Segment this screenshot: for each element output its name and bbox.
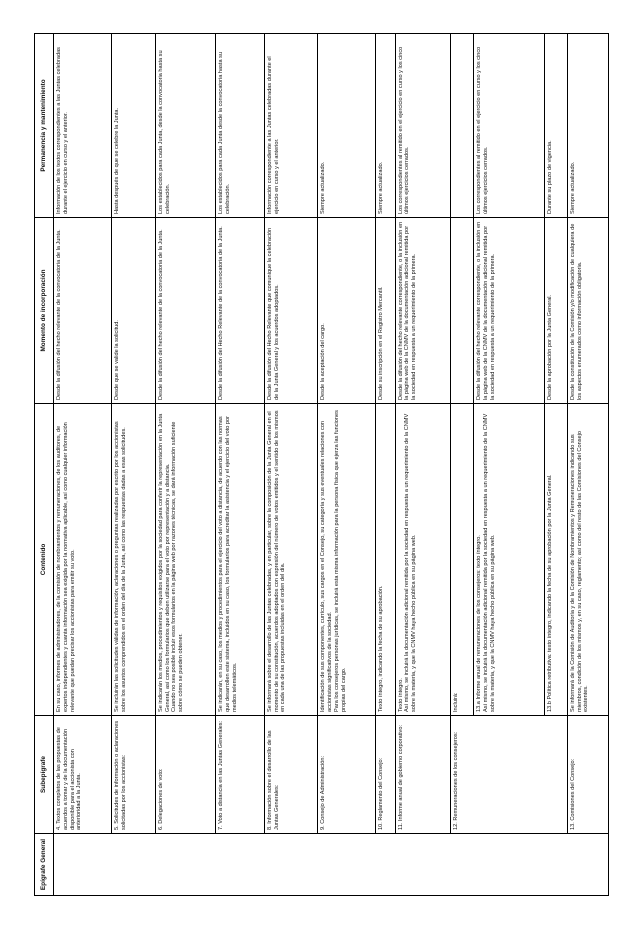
momento-cell: Desde la difusión del hecho relevante de la convocatoria de la Junta. [54, 218, 112, 404]
table-row [264, 34, 317, 896]
momento-cell: Desde la aceptación del cargo. [318, 218, 376, 404]
table-row [112, 34, 156, 896]
permanencia-13a: Los correspondientes al remitido en el ejercicio en curso y los cinco últimos ejercicios cerrados. [473, 34, 543, 217]
permanencia-cell: Hasta después de que se celebre la Junta. [112, 34, 156, 218]
permanencia-cell: Los establecidos para cada Junta, desde la convocatoria hasta su celebración. [155, 34, 216, 218]
header-epigrafe-general: Epígrafe General [35, 834, 54, 896]
subepigrafe-cell: 8. Información sobre el desarrollo de las Juntas Generales: [264, 716, 317, 834]
table-row [376, 34, 395, 896]
permanencia-blank [451, 34, 473, 217]
momento-cell [451, 218, 567, 404]
contenido-text: Se indicarán los medios, procedimientos y requisitos exigidos por la sociedad para conferir la representación en la Junta General, así como los formularios que deben utilizarse para el voto por representación y a distancia. Cuando no sea posible incluir esos formularios en la página web por razones técnicas, se dará información suficiente sobre cómo se pueden obtener. [157, 413, 185, 712]
subepigrafe-cell: 11. Informe anual de gobierno corporativo: [395, 716, 451, 834]
momento-cell: Desde que se valide la solicitud. [112, 218, 156, 404]
momento-cell: Desde la difusión del hecho relevante correspondiente, o la inclusión en la página web de la CNMV de la documentación adicional remitida por la sociedad en respuesta a un requerimiento de la primera. [395, 218, 451, 404]
contenido-text: Identificación de sus componentes, currículo, sus cargos en el Consejo, su categoría y sus eventuales relaciones con accionistas significativos de la sociedad. Para los consejeros personas jurídicas, se incluirá esta misma información para la persona física que ejerza las funciones propias del cargo. [320, 410, 347, 712]
contenido-cell: En su caso, informes de administradores, de la comisión de nombramientos y remuneraciones, de los auditores, de expertos independientes y cuanta información sea exigida por la normativa aplicable, así como cualquier información relevante que puedan precisar los accionistas para emitir su voto. [54, 404, 112, 716]
table-header-row [35, 34, 54, 896]
permanencia-cell: Siempre actualizado. [567, 34, 608, 218]
momento-cell: Desde la difusión del Hecho Relevante que comunique la celebración de la Junta General y los acuerdos adoptados. [264, 218, 317, 404]
permanencia-cell: Los correspondientes al remitido en el ejercicio en curso y los cinco últimos ejercicios cerrados. [395, 34, 451, 218]
contenido-cell: Se informará sobre el desarrollo de las Juntas celebradas, y en particular, sobre la composición de la Junta General en el momento de su constitución, acuerdos adoptados con expresión del número de votos emitidos y el sentido de los mismos en cada una de las propuestas incluidas en el orden del día. [264, 404, 317, 716]
subepigrafe-cell: 12. Remuneraciones de los consejeros: [451, 716, 567, 834]
table-row [54, 34, 112, 896]
momento-cell: Desde la constitución de la Comisión y/o modificación de cualquiera de los aspectos enumerados como información obligatoria. [567, 218, 608, 404]
contenido-cell [395, 404, 451, 716]
contenido-cell [318, 404, 376, 716]
contenido-cell [155, 404, 216, 716]
subepigrafe-cell: 5. Solicitudes de información o aclaraciones solicitadas por los accionistas: [112, 716, 156, 834]
contenido-13a: 13.a Informe anual de remuneraciones de los consejeros: texto íntegro. Así mismo, se incluirá la documentación adicional remitida por la sociedad en respuesta a un requerimiento de la CNMV sobre la materia, y que la CNMV haya hecho pública en su página web. [473, 404, 543, 715]
header-contenido: Contenido [35, 404, 54, 716]
momento-cell: Desde la difusión del Hecho Relevante de la convocatoria de la Junta. [216, 218, 264, 404]
subepigrafe-cell: 13. Comisiones del Consejo: [567, 716, 608, 834]
permanencia-cell: Información de los textos correspondientes a las Juntas celebradas durante el ejercicio en curso y el anterior. [54, 34, 112, 218]
contenido-cell [451, 404, 567, 716]
subepigrafe-cell: 4. Textos completos de las propuestas de acuerdos a tomar y de la documentación disponible para el accionista con anterioridad a la Junta. [54, 716, 112, 834]
permanencia-cell: Siempre actualizado. [376, 34, 395, 218]
subepigrafe-cell: 7. Voto a distancia en las Juntas Generales: [216, 716, 264, 834]
contenido-cell: Se indicarán, en su caso, los medios y procedimientos para el ejercicio del voto a distancia, de acuerdo con las normas que desarrollen este sistema, incluidos en su caso, los formularios para acreditar la asistencia y el ejercicio del voto por medios telemáticos. [216, 404, 264, 716]
contenido-intro: Incluirá: [453, 692, 460, 712]
header-subepigrafe: Subepígrafe [35, 716, 54, 834]
table-row [216, 34, 264, 896]
permanencia-cell: Siempre actualizado. [318, 34, 376, 218]
contenido-13b: 13.b Política retributiva: texto íntegro, indicando la fecha de su aprobación por la Junta General. [544, 404, 567, 715]
rotated-document-page [34, 34, 609, 896]
contenido-text: Texto íntegro. Así mismo, se incluirá la documentación adicional remitida por la sociedad en respuesta a un requerimiento de la CNMV sobre la materia, y que la CNMV haya hecho pública en su página web. [397, 413, 418, 712]
contenido-cell: Texto íntegro, indicando la fecha de su aprobación. [376, 404, 395, 716]
table-row [395, 34, 451, 896]
table-row [318, 34, 376, 896]
subepigrafe-cell: 9. Consejo de Administración: [318, 716, 376, 834]
permanencia-cell: Los establecidos para cada Junta desde la convocatoria hasta su celebración. [216, 34, 264, 218]
permanencia-cell: Información correspondiente a las Juntas celebradas durante el ejercicio en curso y el anterior. [264, 34, 317, 218]
momento-13b: Desde la aprobación por la Junta General. [544, 218, 567, 403]
momento-13a: Desde la difusión del hecho relevante correspondiente, o la inclusión en la página web de la CNMV de la documentación adicional remitida por la sociedad en respuesta a un requerimiento de la primera. [473, 218, 543, 403]
permanencia-cell [451, 34, 567, 218]
permanencia-13b: Durante su plazo de vigencia. [544, 34, 567, 217]
contenido-cell: Se informará de la Comisión de Auditoría y de la Comisión de Nombramientos y Remuneraciones indicando sus miembros, condición de los mismos y, en su caso, reglamento; así como del resto de las Comisiones del Consejo existentes. [567, 404, 608, 716]
header-momento-incorporacion: Momento de incorporación [35, 218, 54, 404]
table-row [155, 34, 216, 896]
table-row [451, 34, 567, 896]
information-table [34, 33, 609, 896]
subepigrafe-cell: 6. Delegaciones de voto: [155, 716, 216, 834]
momento-blank [451, 218, 473, 403]
subepigrafe-cell: 10. Reglamento del Consejo: [376, 716, 395, 834]
momento-cell: Desde su inscripción en el Registro Mercantil. [376, 218, 395, 404]
contenido-cell: Se incluirán las solicitudes válidas de información, aclaraciones o preguntas realizadas por escrito por los accionistas sobre los asuntos comprendidos en el orden del día de la Junta, así como las respuestas dadas a esas solicitudes. [112, 404, 156, 716]
header-permanencia: Permanencia y mantenimiento [35, 34, 54, 218]
table-row [567, 34, 608, 896]
momento-cell: Desde la difusión del hecho relevante de la convocatoria de la Junta. [155, 218, 216, 404]
epigrafe-general-cell [54, 834, 609, 896]
